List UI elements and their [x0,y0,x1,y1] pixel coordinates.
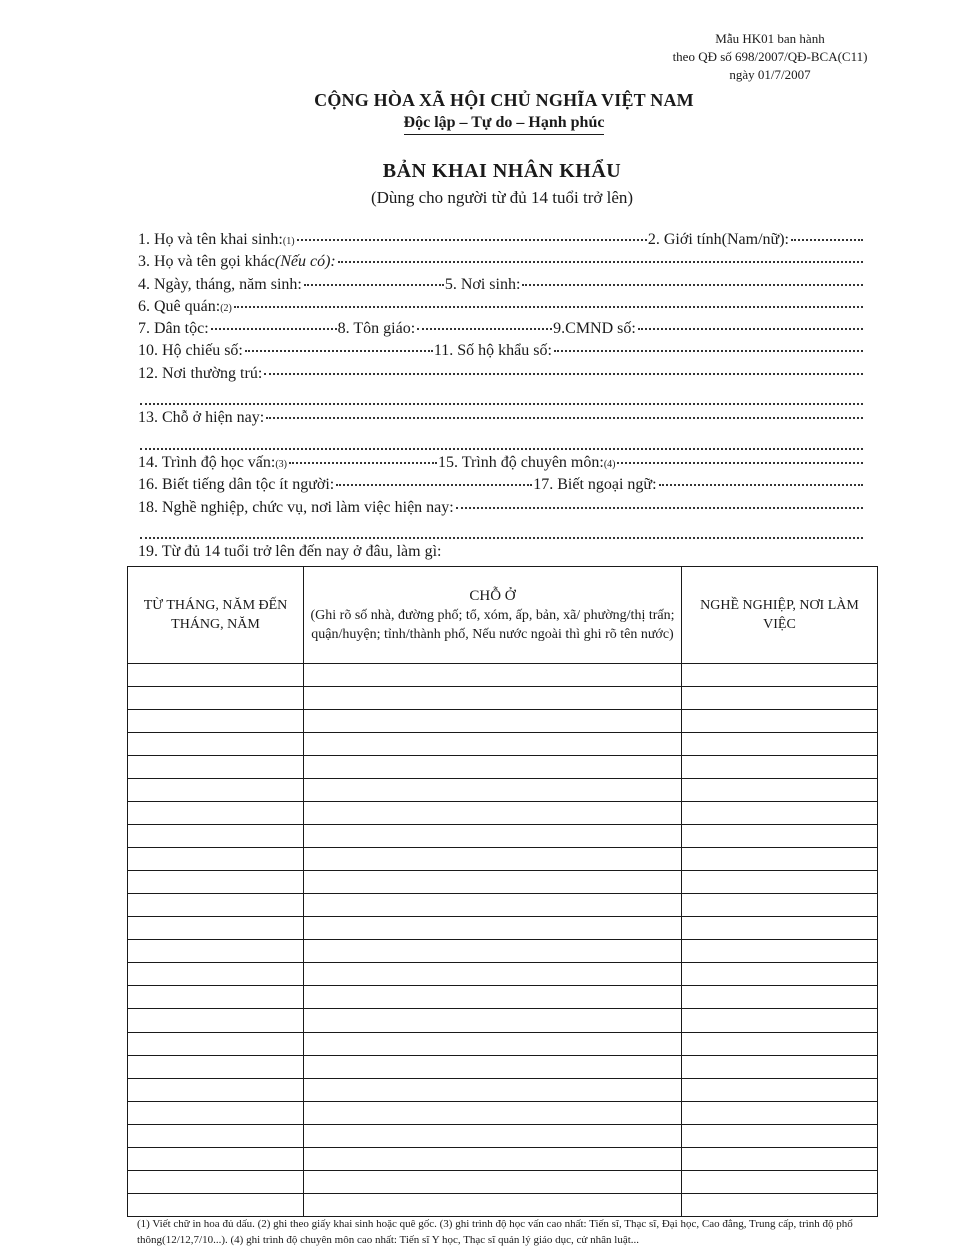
field-gender-label: 2. Giới tính(Nam/nữ): [647,231,789,248]
period-cell[interactable] [128,825,304,848]
period-cell[interactable] [128,917,304,940]
table-row [128,1032,878,1055]
permanent-address-input-continued[interactable] [140,403,863,405]
residence-cell[interactable] [304,1124,682,1147]
table-row [128,963,878,986]
religion-input[interactable] [417,328,552,330]
field-household-book-label: 11. Số hộ khẩu số: [433,342,552,360]
column-header-residence [304,567,682,664]
occupation-cell[interactable] [682,1101,878,1124]
period-cell[interactable] [128,963,304,986]
table-row [128,1078,878,1101]
period-cell[interactable] [128,802,304,825]
occupation-cell[interactable] [682,1170,878,1193]
residence-cell[interactable] [304,825,682,848]
field-row [138,342,864,364]
residence-cell[interactable] [304,1009,682,1032]
occupation-cell[interactable] [682,1147,878,1170]
residence-cell[interactable] [304,1032,682,1055]
current-address-input[interactable] [266,417,863,419]
table-row [128,779,878,802]
table-row [128,664,878,687]
occupation-cell[interactable] [682,710,878,733]
period-cell[interactable] [128,894,304,917]
occupation-cell[interactable] [682,1009,878,1032]
field-row: 6. Quê quán: (2) [138,298,864,320]
column-header-occupation: NGHỀ NGHIỆP, NƠI LÀM VIỆC [682,567,878,664]
document-subtitle: (Dùng cho người từ đủ 14 tuổi trở lên) [370,188,634,207]
table-row [128,733,878,756]
field-row [138,543,864,565]
field-birthplace-label: 5. Nơi sinh: [444,275,521,293]
period-cell[interactable] [128,756,304,779]
field-id-card-label: 9.CMND số: [553,320,636,338]
residence-cell[interactable] [304,802,682,825]
table-header-row [128,567,878,664]
full-name-input[interactable] [297,239,647,241]
footnotes: (1) Viết chữ in hoa đủ dấu. (2) ghi theo giấy khai sinh hoặc quê gốc. (3) ghi trình độ học vấn cao nhất: Tiến sĩ, Thạc sĩ, Đại học, Cao đẳng, Trung cấp, trình độ phổ thông(12/12,7/10...). (4) ghi trình độ chuyên môn cao nhất: Tiến sĩ Y học, Thạc sĩ quản lý giáo dục, cử nhân luật... [137,1218,853,1246]
residence-cell[interactable] [304,664,682,687]
ethnicity-input[interactable] [211,328,337,330]
occupation-cell[interactable] [682,871,878,894]
period-cell[interactable] [128,940,304,963]
occupation-cell[interactable] [682,825,878,848]
nation-heading: CỘNG HÒA XÃ HỘI CHỦ NGHĨA VIỆT NAM [314,90,694,110]
hometown-input[interactable] [234,306,863,308]
table-row [128,940,878,963]
table-row [128,1124,878,1147]
table-row [128,1147,878,1170]
field-birth-date-label: 4. Ngày, tháng, năm sinh: [138,275,302,293]
field-education-label: 14. Trình độ học vấn: [138,453,276,471]
passport-input[interactable] [245,350,433,352]
residence-cell[interactable] [304,848,682,871]
table-row [128,802,878,825]
occupation-input[interactable] [456,507,863,509]
residence-cell[interactable] [304,986,682,1009]
column-header-residence-note: (Ghi rõ số nhà, đường phố; tổ, xóm, ấp, bản, xã/ phường/thị trấn; quận/huyện; tỉnh/thành phố, Nếu nước ngoài thì ghi rõ tên nước) [310,608,675,642]
table-row [128,1055,878,1078]
motto-wrap [0,114,960,135]
occupation-cell[interactable] [682,733,878,756]
period-cell[interactable] [128,848,304,871]
foreign-language-input[interactable] [659,484,863,486]
occupation-cell[interactable] [682,756,878,779]
table-row [128,1170,878,1193]
period-cell[interactable] [128,986,304,1009]
occupation-cell[interactable] [682,917,878,940]
form-ref-line: ngày 01/7/2007 [729,67,811,82]
residence-cell[interactable] [304,940,682,963]
residence-cell[interactable] [304,1170,682,1193]
field-row [138,476,864,498]
residence-cell[interactable] [304,917,682,940]
period-cell[interactable] [128,871,304,894]
occupation-cell[interactable] [682,986,878,1009]
table-row [128,848,878,871]
field-current-address-label: 13. Chỗ ở hiện nay: [138,409,265,427]
field-history-label: 19. Từ đủ 14 tuổi trở lên đến nay ở đâu, làm gì: [138,543,442,561]
residence-history-table [127,566,878,1217]
period-cell[interactable] [128,1124,304,1147]
period-cell[interactable] [128,1055,304,1078]
residence-cell[interactable] [304,871,682,894]
field-row [138,276,864,298]
residence-cell[interactable] [304,756,682,779]
occupation-cell[interactable] [682,894,878,917]
residence-cell[interactable] [304,1078,682,1101]
residence-cell[interactable] [304,1147,682,1170]
field-occupation-label: 18. Nghề nghiệp, chức vụ, nơi làm việc hiện nay: [138,498,454,516]
residence-cell[interactable] [304,963,682,986]
gender-input[interactable] [791,239,863,241]
table-row [128,710,878,733]
period-cell[interactable] [128,779,304,802]
education-input[interactable] [289,462,437,464]
period-cell[interactable] [128,1101,304,1124]
occupation-cell[interactable] [682,779,878,802]
table-row [128,687,878,710]
table-row [128,871,878,894]
field-hometown-label: 6. Quê quán: [138,297,221,315]
document-title: BẢN KHAI NHÂN KHẨU [382,160,622,182]
residence-cell[interactable] [304,1055,682,1078]
residence-cell[interactable] [304,1101,682,1124]
field-ethnicity-label: 7. Dân tộc: [138,320,209,338]
period-cell[interactable] [128,1147,304,1170]
residence-cell[interactable] [304,779,682,802]
field-row [138,409,864,431]
field-row [138,499,864,521]
period-cell[interactable] [128,1193,304,1216]
field-permanent-address-label: 12. Nơi thường trú: [138,364,263,382]
column-header-period: TỪ THÁNG, NĂM ĐẾN THÁNG, NĂM [128,567,304,664]
field-row: 14. Trình độ học vấn: (3) 15. Trình độ chuyên môn: (4) [138,454,864,476]
field-passport-label: 10. Hộ chiếu số: [138,342,243,360]
form-reference [620,30,920,84]
table-row [128,756,878,779]
permanent-address-input[interactable] [264,373,863,375]
occupation-cell[interactable] [682,1032,878,1055]
table-row [128,1193,878,1216]
household-book-input[interactable] [554,350,863,352]
period-cell[interactable] [128,1009,304,1032]
field-row [138,320,864,342]
form-ref-line: theo QĐ số 698/2007/QĐ-BCA(C11) [672,49,868,64]
residence-cell[interactable] [304,687,682,710]
field-other-name-label: 3. Họ và tên gọi khác [138,253,275,271]
current-address-input-continued[interactable] [140,448,863,450]
field-religion-label: 8. Tôn giáo: [337,320,416,338]
declaration-fields [138,231,864,565]
field-ethnic-language-label: 16. Biết tiếng dân tộc ít người: [138,476,335,494]
occupation-cell[interactable] [682,1078,878,1101]
occupation-cell[interactable] [682,963,878,986]
period-cell[interactable] [128,664,304,687]
occupation-cell[interactable] [682,687,878,710]
field-row-continuation [138,387,864,409]
table-row [128,1009,878,1032]
table-row [128,917,878,940]
period-cell[interactable] [128,710,304,733]
occupation-cell[interactable] [682,1124,878,1147]
field-row [138,365,864,387]
period-cell[interactable] [128,733,304,756]
occupation-cell[interactable] [682,1193,878,1216]
field-foreign-language-label: 17. Biết ngoại ngữ: [533,476,657,494]
table-row [128,825,878,848]
residence-cell[interactable] [304,733,682,756]
table-body [128,664,878,1217]
ethnic-language-input[interactable] [336,484,532,486]
column-header-residence-title: CHỖ Ở [469,588,516,604]
occupation-cell[interactable] [682,802,878,825]
residence-cell[interactable] [304,1193,682,1216]
occupation-cell[interactable] [682,664,878,687]
form-ref-line: Mẫu HK01 ban hành [715,31,825,46]
table-row [128,894,878,917]
other-name-input[interactable] [338,261,863,263]
qualification-input[interactable] [617,462,863,464]
field-row-continuation [138,432,864,454]
table-row [128,1101,878,1124]
period-cell[interactable] [128,687,304,710]
birth-date-input[interactable] [304,284,444,286]
field-other-name-note: (Nếu có): [274,253,336,271]
occupation-cell[interactable] [682,1055,878,1078]
period-cell[interactable] [128,1032,304,1055]
field-row [138,253,864,275]
field-full-name-label: 1. Họ và tên khai sinh: [138,231,283,248]
period-cell[interactable] [128,1170,304,1193]
table-row [128,986,878,1009]
field-row-continuation [138,521,864,543]
residence-cell[interactable] [304,710,682,733]
field-row: 1. Họ và tên khai sinh: (1) 2. Giới tính(Nam/nữ): [138,231,864,253]
birthplace-input[interactable] [522,284,863,286]
id-card-input[interactable] [638,328,863,330]
occupation-cell[interactable] [682,848,878,871]
field-qualification-label: 15. Trình độ chuyên môn: [438,453,604,471]
occupation-input-continued[interactable] [140,537,863,539]
motto: Độc lập – Tự do – Hạnh phúc [404,114,605,135]
occupation-cell[interactable] [682,940,878,963]
period-cell[interactable] [128,1078,304,1101]
residence-cell[interactable] [304,894,682,917]
